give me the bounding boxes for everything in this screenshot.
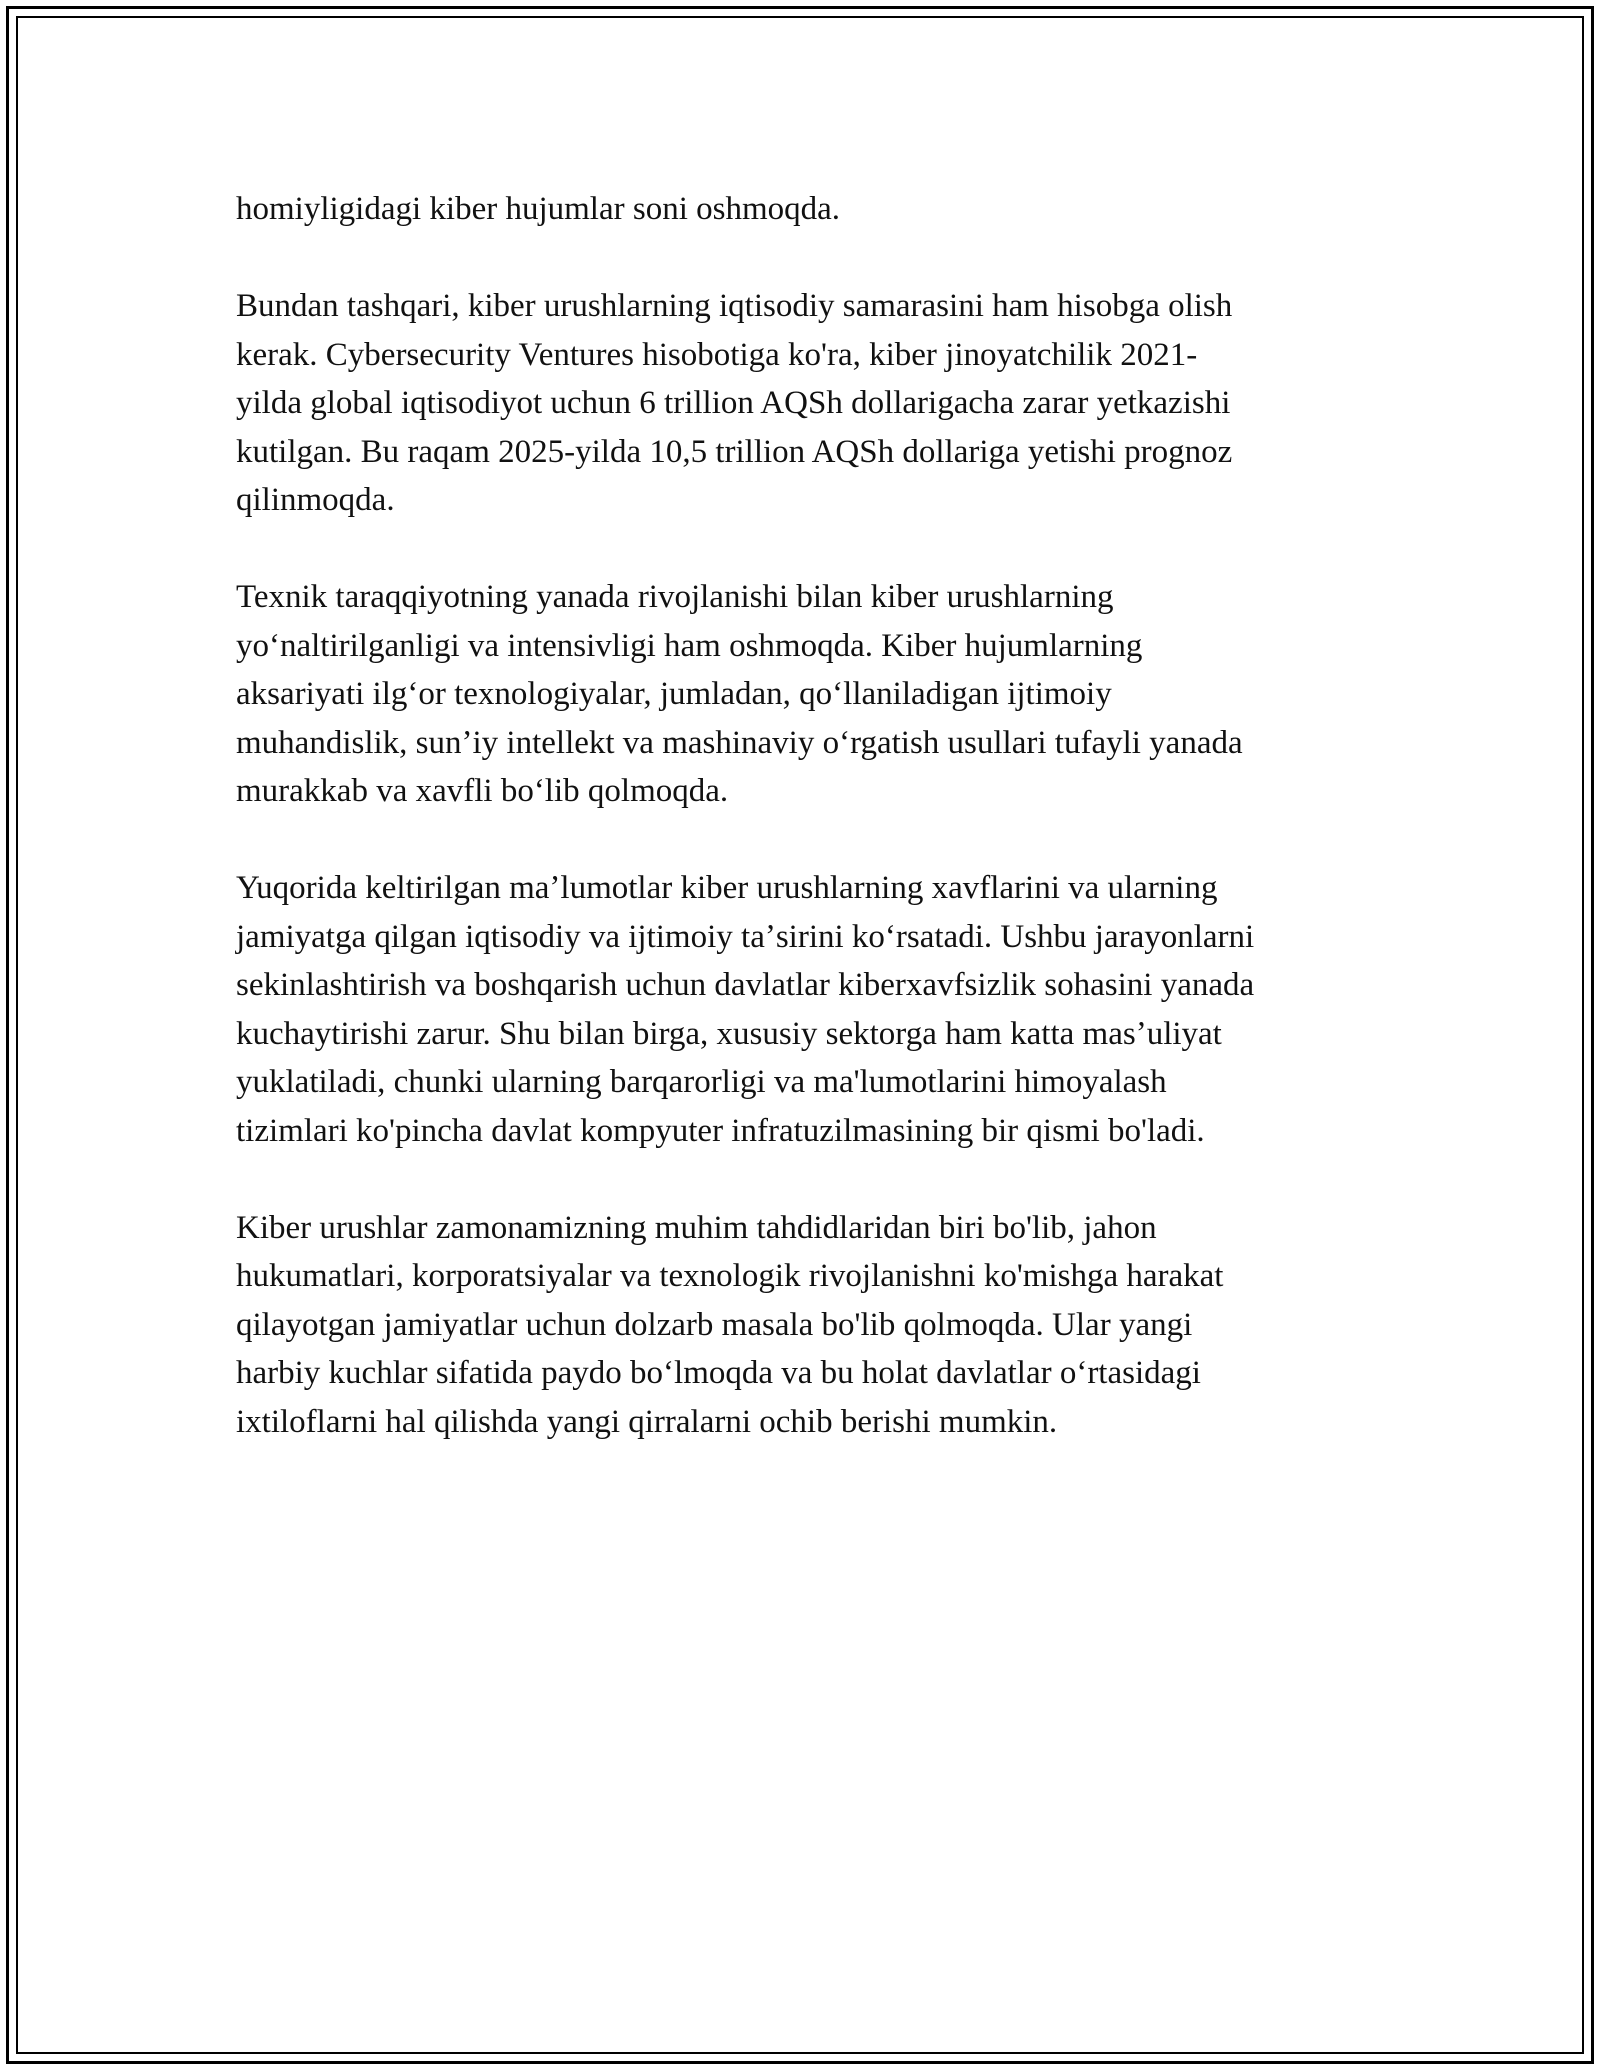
paragraph-summary-risks: Yuqorida keltirilgan maʼlumotlar kiber urushlarning xavflarini va ularning jamiyatga qilgan iqtisodiy va ijtimoiy taʼsirini koʻrsatadi. Ushbu jarayonlarni sekinlashtirish va boshqarish uchun davlatlar kiberxavfsizlik sohasini yanada kuchaytirishi zarur. Shu bilan birga, xususiy sektorga ham katta masʼuliyat yuklatiladi, chunki ularning barqarorligi va ma'lumotlarini himoyalash tizimlari ko'pincha davlat kompyuter infratuzilmasining bir qismi bo'ladi. bbox=[236, 870, 1255, 1149]
paragraph-technical-progress: Texnik taraqqiyotning yanada rivojlanishi bilan kiber urushlarning yoʻnaltirilganligi va intensivligi ham oshmoqda. Kiber hujumlarning aksariyati ilgʻor texnologiyalar, jumladan, qoʻllaniladigan ijtimoiy muhandislik, sunʼiy intellekt va mashinaviy oʻrgatish usullari tufayli yanada murakkab va xavfli boʻlib qolmoqda. bbox=[236, 579, 1243, 809]
document-body bbox=[236, 185, 1386, 1495]
paragraph-economic-impact: Bundan tashqari, kiber urushlarning iqtisodiy samarasini ham hisobga olish kerak. Cybersecurity Ventures hisobotiga ko'ra, kiber jinoyatchilik 2021- yilda global iqtisodiyot uchun 6 trillion AQSh dollarigacha zarar yetkazishi kutilgan. Bu raqam 2025-yilda 10,5 trillion AQSh dollariga yetishi prognoz qilinmoqda. bbox=[236, 288, 1233, 518]
paragraph-continuation: homiyligidagi kiber hujumlar soni oshmoqda. bbox=[236, 191, 841, 227]
paragraph-conclusion: Kiber urushlar zamonamizning muhim tahdidlaridan biri bo'lib, jahon hukumatlari, korporatsiyalar va texnologik rivojlanishni ko'mishga harakat qilayotgan jamiyatlar uchun dolzarb masala bo'lib qolmoqda. Ular yangi harbiy kuchlar sifatida paydo boʻlmoqda va bu holat davlatlar oʻrtasidagi ixtiloflarni hal qilishda yangi qirralarni ochib berishi mumkin. bbox=[236, 1209, 1224, 1440]
